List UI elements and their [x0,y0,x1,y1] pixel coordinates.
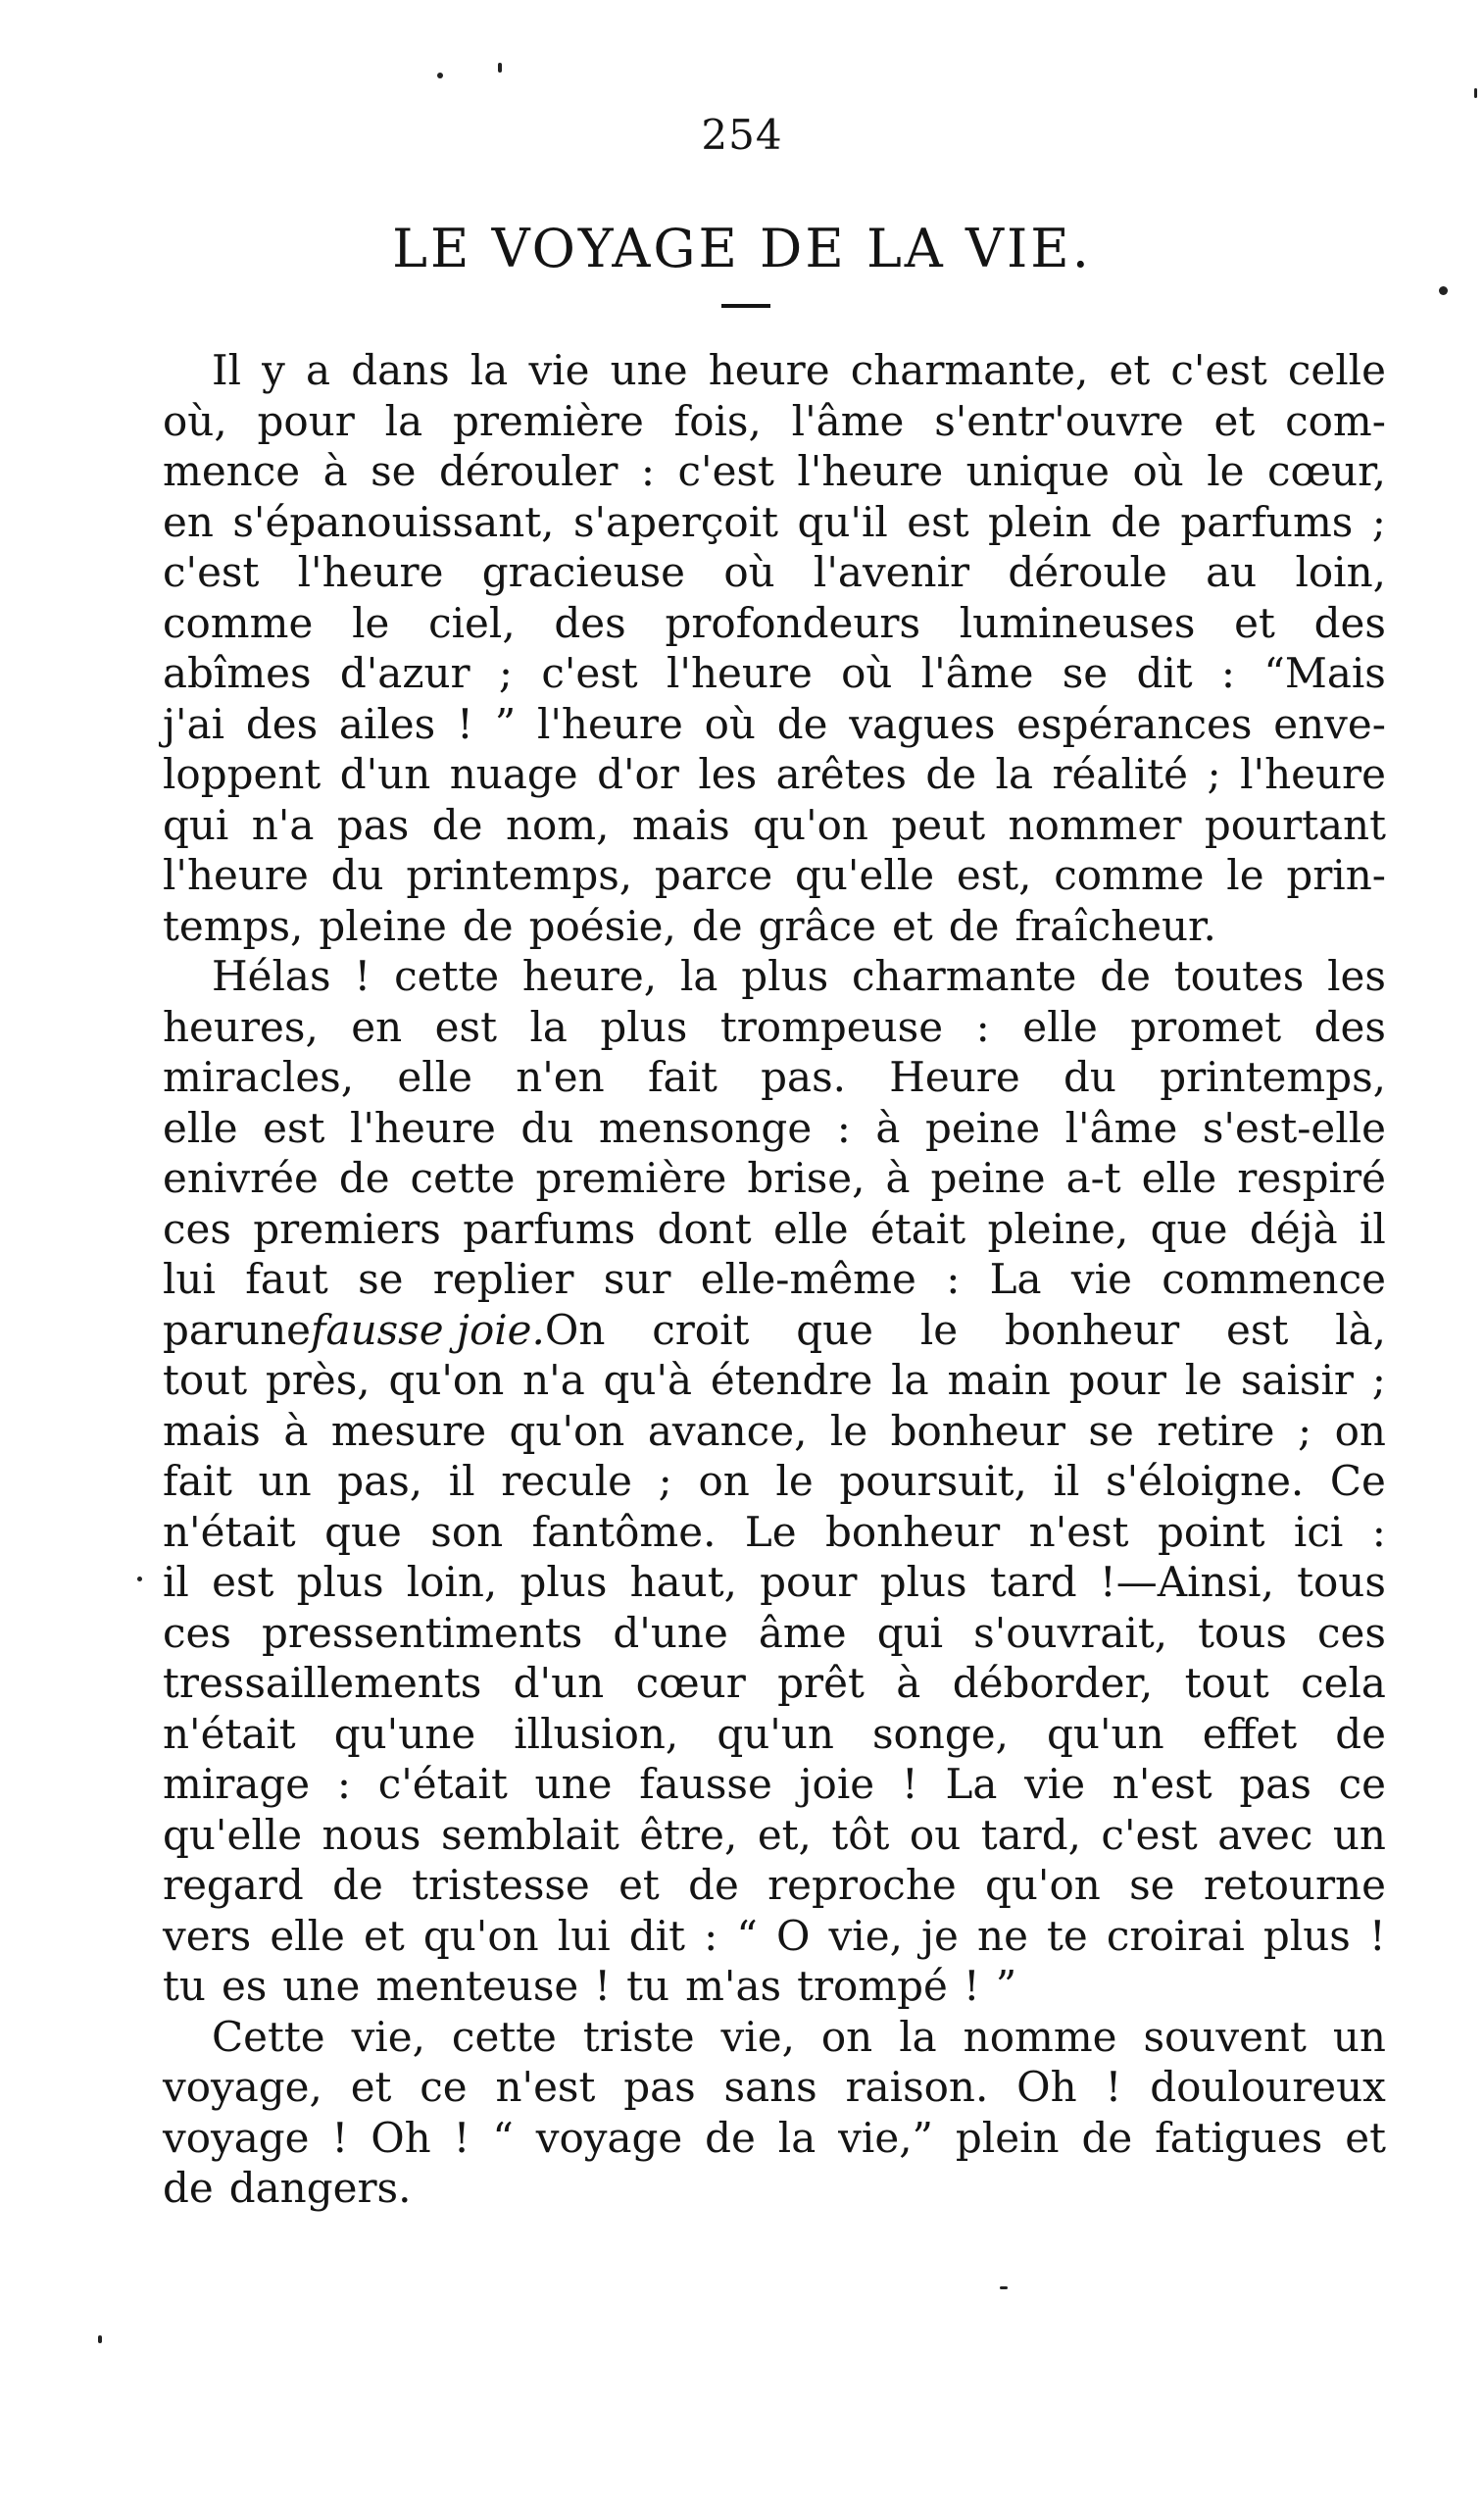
text-line: heures, en est la plus trompeuse : elle promet des [163,1002,1386,1051]
text-line: tressaillements d'un cœur prêt à déborder, tout cela [163,1659,1386,1707]
paragraph [163,345,1386,951]
text-line: elle est l'heure du mensonge : à peine l'âme s'est-elle [163,1103,1386,1152]
text-line: Hélas ! cette heure, la plus charmante de toutes les [212,952,1386,1000]
text-line: temps, pleine de poésie, de grâce et de fraîcheur. [163,901,1216,950]
text-line: où, pour la première fois, l'âme s'entr'ouvre et com- [163,396,1386,445]
print-speck [498,63,502,73]
text-line: enivrée de cette première brise, à peine a-t elle respiré [163,1154,1386,1202]
text-line: l'heure du printemps, parce qu'elle est, comme le prin- [163,851,1386,899]
text-line: mirage : c'était une fausse joie ! La vie n'est pas ce [163,1760,1386,1808]
print-speck [1000,2286,1008,2289]
paragraph [163,951,1386,2012]
text-line: vers elle et qu'on lui dit : “ O vie, je ne te croirai plus ! [163,1911,1386,1960]
text-line: voyage, et ce n'est pas sans raison. Oh ! douloureux [163,2063,1386,2111]
text-line: tu es une menteuse ! tu m'as trompé ! ” [163,1962,1017,2010]
text-line: regard de tristesse et de reproche qu'on se retourne [163,1861,1386,1909]
print-speck [98,2335,102,2343]
print-speck [1439,286,1448,295]
title-rule [721,304,770,308]
print-speck [137,1577,142,1581]
text-line: c'est l'heure gracieuse où l'avenir déroule au loin, [163,548,1386,596]
italic-phrase-continuation: On croit que le bonheur est là, [544,1305,1386,1354]
text-line: Cette vie, cette triste vie, on la nomme souvent un [212,2012,1386,2061]
text-line: j'ai des ailes ! ” l'heure où de vagues espérances enve- [163,699,1386,748]
body-text [163,345,1386,2214]
chapter-title: LE VOYAGE DE LA VIE. [392,218,1092,279]
text-line: loppent d'un nuage d'or les arêtes de la réalité ; l'heure [163,750,1386,798]
text-line: ces premiers parfums dont elle était pleine, que déjà il [163,1204,1386,1253]
text-line: voyage ! Oh ! “ voyage de la vie,” plein de fatigues et [163,2113,1386,2162]
text-line: fait un pas, il recule ; on le poursuit, il s'éloigne. Ce [163,1457,1386,1505]
paragraph [163,2012,1386,2214]
text-line: n'était que son fantôme. Le bonheur n'est point ici : [163,1507,1386,1556]
text-line: il est plus loin, plus haut, pour plus tard !—Ainsi, tous [163,1558,1386,1606]
text-line: Il y a dans la vie une heure charmante, et c'est celle [212,346,1386,394]
text-line: abîmes d'azur ; c'est l'heure où l'âme se dit : “Mais [163,649,1386,697]
print-speck [437,73,443,78]
text-line: qu'elle nous semblait être, et, tôt ou tard, c'est avec un [163,1810,1386,1859]
italic-phrase: fausse joie. [310,1305,545,1354]
text-line: mence à se dérouler : c'est l'heure unique où le cœur, [163,447,1386,495]
text-line: miracles, elle n'en fait pas. Heure du printemps, [163,1053,1386,1101]
print-speck [1474,88,1477,98]
text-line: par une fausse joie. On croit que le bonheur est là, [163,1305,1386,1354]
text-line: comme le ciel, des profondeurs lumineuses et des [163,598,1386,647]
text-line: mais à mesure qu'on avance, le bonheur se retire ; on [163,1406,1386,1455]
text-line: en s'épanouissant, s'aperçoit qu'il est plein de parfums ; [163,497,1386,546]
text-line: n'était qu'une illusion, qu'un songe, qu'un effet de [163,1709,1386,1758]
text-line: ces pressentiments d'une âme qui s'ouvrait, tous ces [163,1608,1386,1657]
text-line: de dangers. [163,2164,412,2212]
text-line: qui n'a pas de nom, mais qu'on peut nommer pourtant [163,800,1386,849]
text-line: tout près, qu'on n'a qu'à étendre la main pour le saisir ; [163,1356,1386,1404]
text-line: lui faut se replier sur elle-même : La vie commence [163,1255,1386,1303]
page-number: 254 [701,111,783,159]
